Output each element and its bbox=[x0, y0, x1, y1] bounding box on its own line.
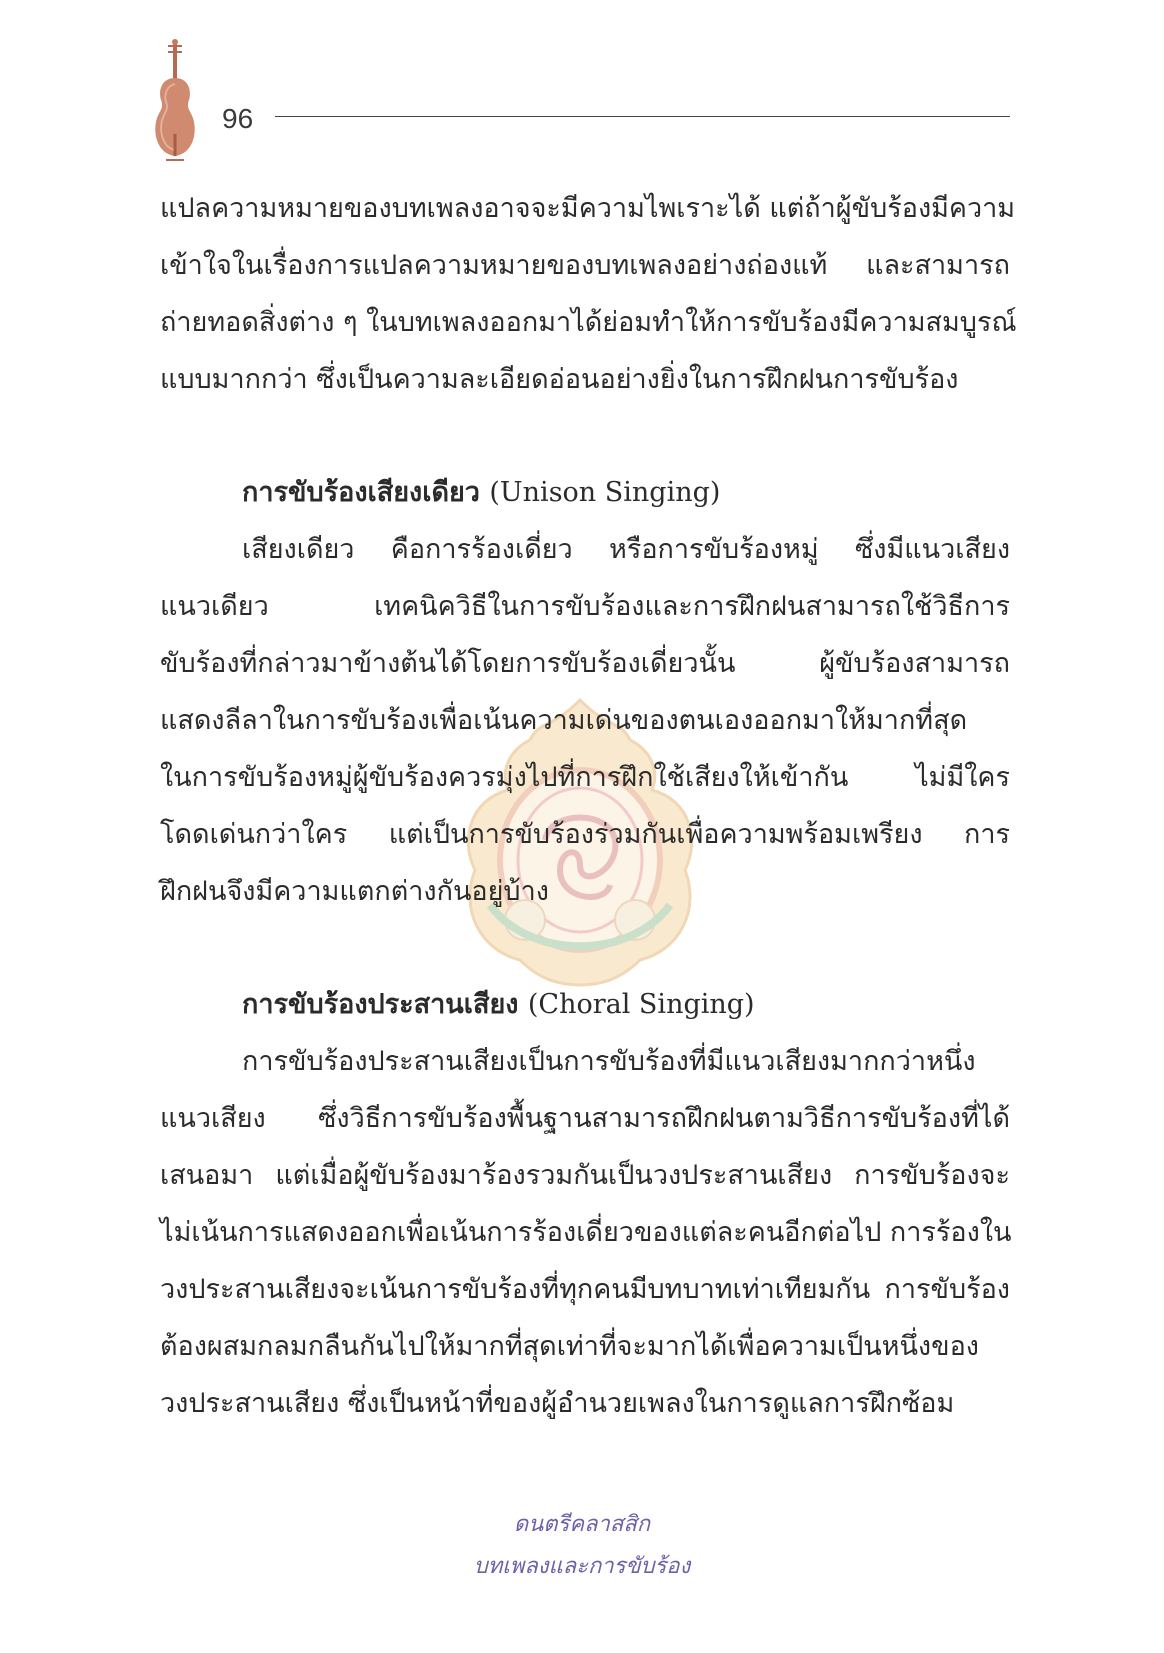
text-line: เสียงเดียว คือการร้องเดี่ยว หรือการขับร้องหมู่ ซึ่งมีแนวเสียง bbox=[242, 534, 1010, 565]
text-line: ในการขับร้องหมู่ผู้ขับร้องควรมุ่งไปที่การฝึกใช้เสียงให้เข้ากัน ไม่มีใคร bbox=[160, 762, 1010, 793]
section-heading-unison bbox=[160, 464, 1010, 521]
unison-paragraph bbox=[160, 521, 1010, 920]
text-line: แนวเดียว เทคนิควิธีในการขับร้องและการฝึกฝนสามารถใช้วิธีการ bbox=[160, 591, 1010, 622]
text-line: วงประสานเสียง ซึ่งเป็นหน้าที่ของผู้อำนวยเพลงในการดูแลการฝึกซ้อม bbox=[160, 1388, 955, 1419]
text-line: ถ่ายทอดสิ่งต่าง ๆ ในบทเพลงออกมาได้ย่อมทำให้การขับร้องมีความสมบูรณ์ bbox=[160, 307, 1017, 338]
text-line: ต้องผสมกลมกลืนกันไปให้มากที่สุดเท่าที่จะมากได้เพื่อความเป็นหนึ่งของ bbox=[160, 1331, 979, 1362]
text-line: ไม่เน้นการแสดงออกเพื่อเน้นการร้องเดี่ยวของแต่ละคนอีกต่อไป การร้องใน bbox=[160, 1217, 1012, 1248]
heading-thai: การขับร้องเสียงเดียว bbox=[242, 477, 480, 508]
text-line: แสดงลีลาในการขับร้องเพื่อเน้นความเด่นของตนเองออกมาให้มากที่สุด bbox=[160, 705, 968, 736]
text-line: การขับร้องประสานเสียงเป็นการขับร้องที่มีแนวเสียงมากกว่าหนึ่ง bbox=[242, 1046, 976, 1077]
text-line: โดดเด่นกว่าใคร แต่เป็นการขับร้องร่วมกันเพื่อความพร้อมเพรียง การ bbox=[160, 819, 1010, 850]
choral-paragraph bbox=[160, 1033, 1010, 1432]
page-header bbox=[0, 0, 1164, 170]
text-line: วงประสานเสียงจะเน้นการขับร้องที่ทุกคนมีบทบาทเท่าเทียมกัน การขับร้อง bbox=[160, 1274, 1010, 1305]
text-line: แปลความหมายของบทเพลงอาจจะมีความไพเราะได้ แต่ถ้าผู้ขับร้องมีความ bbox=[160, 193, 1016, 224]
text-line: เสนอมา แต่เมื่อผู้ขับร้องมาร้องรวมกันเป็นวงประสานเสียง การขับร้องจะ bbox=[160, 1160, 1010, 1191]
text-line: เข้าใจในเรื่องการแปลความหมายของบทเพลงอย่างถ่องแท้ และสามารถ bbox=[160, 250, 1010, 281]
text-line: แบบมากกว่า ซึ่งเป็นความละเอียดอ่อนอย่างยิ่งในการฝึกฝนการขับร้อง bbox=[160, 364, 959, 395]
page-number: 96 bbox=[222, 103, 254, 134]
heading-thai: การขับร้องประสานเสียง bbox=[242, 989, 519, 1020]
heading-english: (Choral Singing) bbox=[527, 989, 755, 1020]
intro-paragraph bbox=[160, 180, 1017, 408]
main-content bbox=[160, 180, 1017, 1432]
footer-subtitle: บทเพลงและการขับร้อง bbox=[473, 1554, 691, 1579]
text-line: ขับร้องที่กล่าวมาข้างต้นได้โดยการขับร้องเดี่ยวนั้น ผู้ขับร้องสามารถ bbox=[160, 648, 1010, 679]
footer-title: ดนตรีคลาสสิก bbox=[513, 1512, 651, 1537]
header-divider bbox=[275, 116, 1010, 117]
heading-english: (Unison Singing) bbox=[489, 477, 721, 508]
text-line: แนวเสียง ซึ่งวิธีการขับร้องพื้นฐานสามารถฝึกฝนตามวิธีการขับร้องที่ได้ bbox=[160, 1103, 1010, 1134]
section-heading-choral bbox=[160, 976, 1010, 1033]
text-line: ฝึกฝนจึงมีความแตกต่างกันอยู่บ้าง bbox=[160, 876, 549, 907]
violin-icon bbox=[152, 38, 198, 162]
